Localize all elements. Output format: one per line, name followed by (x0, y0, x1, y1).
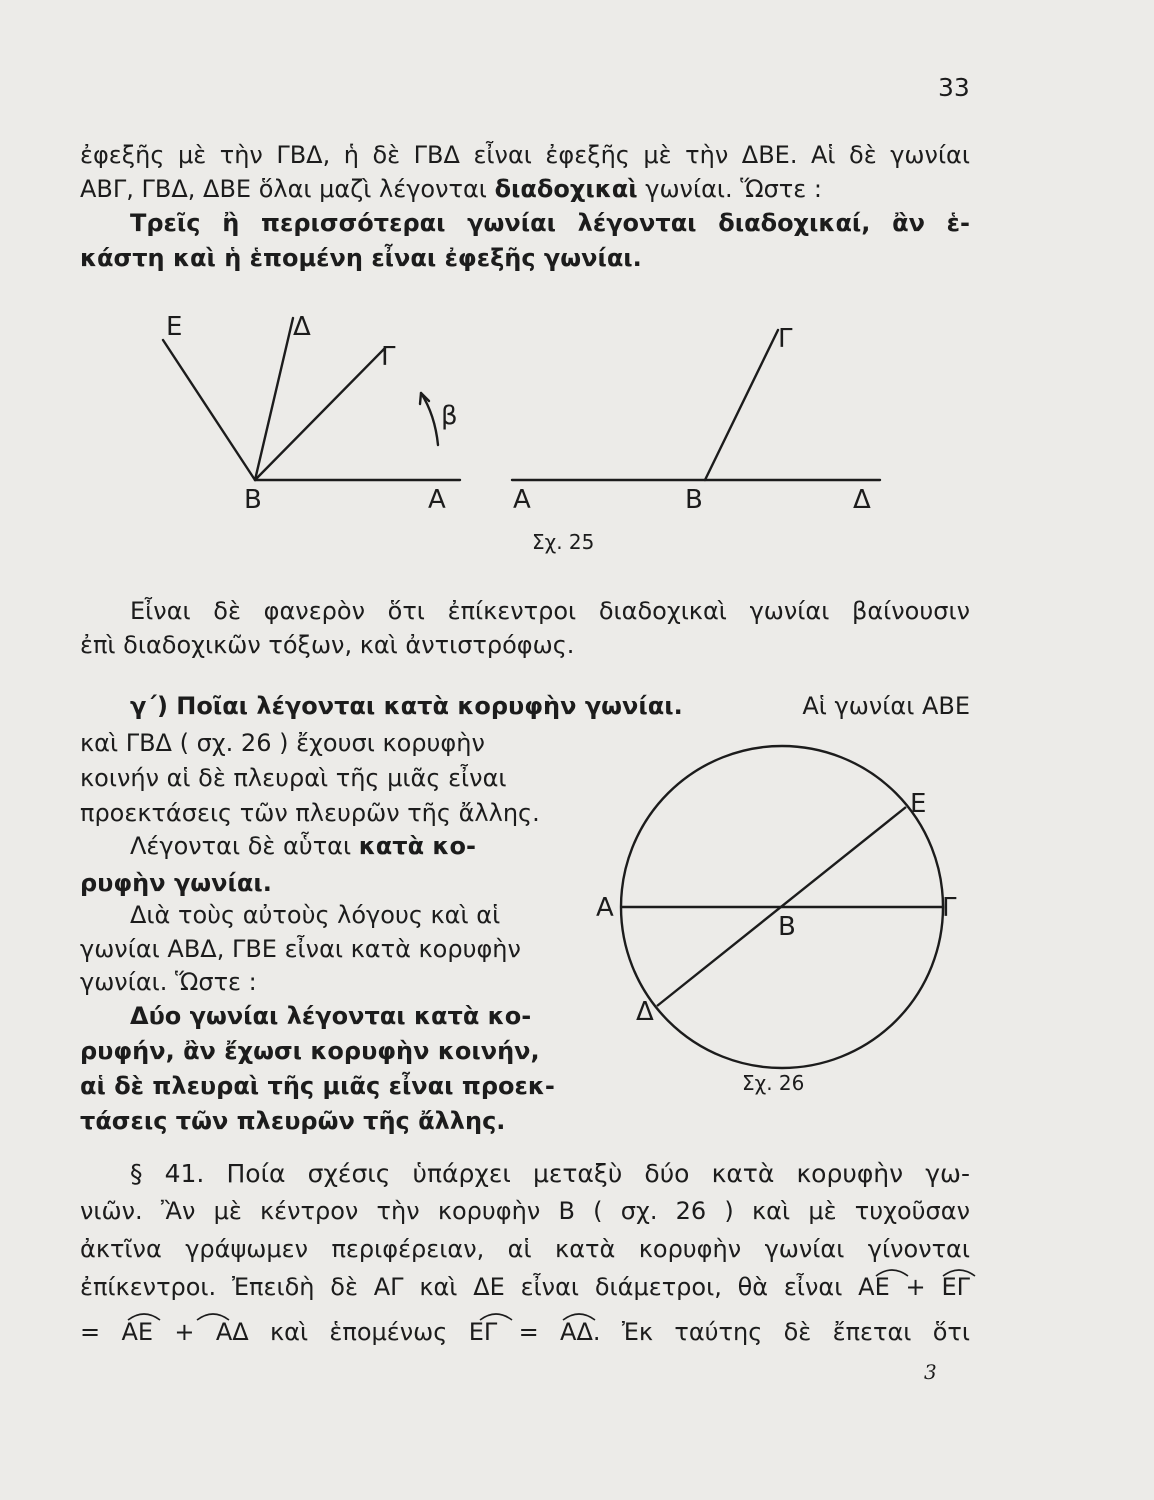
fig25-caption: Σχ. 25 (532, 530, 595, 554)
paragraph-2-line-1: Εἶναι δὲ φανερὸν ὅτι ἐπίκεντροι διαδοχικαὶ γωνίαι βαίνουσιν (130, 597, 970, 625)
page-number: 33 (938, 73, 970, 102)
rule-vertical-angles-line-1: Δύο γωνίαι λέγονται κατὰ κο- (130, 1002, 532, 1030)
term-diadochikai: διαδοχικαὶ (494, 175, 638, 203)
fig25-label-b: Β (244, 485, 262, 515)
paragraph-41-line-4: ἐπίκεντροι. Ἐπειδὴ δὲ ΑΓ καὶ ΔΕ εἶναι διάμετροι, θὰ εἶναι ΑΕ + ΕΓ (80, 1273, 970, 1301)
figure-26 (590, 740, 990, 1130)
fig25-label-d: Δ (293, 312, 311, 342)
fig25-label-e: Ε (166, 312, 183, 342)
arc-mark-eg-2 (480, 1314, 512, 1320)
paragraph-3-line-2: καὶ ΓΒΔ ( σχ. 26 ) ἔχουσι κορυφὴν (80, 729, 485, 757)
fig26-label-g: Γ (942, 893, 957, 923)
fig25-label-beta: β (441, 401, 458, 431)
fig25-left-ray-d (255, 318, 293, 480)
signature-mark: 3 (924, 1360, 937, 1384)
p3-line1-text-b: Αἱ γωνίαι ΑΒΕ (802, 692, 970, 720)
fig25-left-ray-e (163, 340, 255, 480)
paragraph-5-line-2: γωνίαι ΑΒΔ, ΓΒΕ εἶναι κατὰ κορυφὴν (80, 935, 521, 963)
paragraph-1-line-1: ἐφεξῆς μὲ τὴν ΓΒΔ, ἡ δὲ ΓΒΔ εἶναι ἐφεξῆς μὲ τὴν ΔΒΕ. Αἱ δὲ γωνίαι (80, 141, 970, 169)
paragraph-5-line-1: Διὰ τοὺς αὐτοὺς λόγους καὶ αἱ (130, 901, 501, 929)
paragraph-3-line-4: προεκτάσεις τῶν πλευρῶν τῆς ἄλλης. (80, 799, 540, 827)
arc-mark-ae-1 (876, 1270, 908, 1276)
paragraph-5-line-3: γωνίαι. Ὥστε : (80, 968, 257, 996)
paragraph-41-line-1: § 41. Ποία σχέσις ὑπάρχει μεταξὺ δύο κατὰ κορυφὴν γω- (130, 1159, 970, 1188)
p1-line2-text-a: ΑΒΓ, ΓΒΔ, ΔΒΕ ὅλαι μαζὶ λέγονται (80, 175, 487, 203)
fig25-left-ray-g (255, 348, 385, 480)
paragraph-2-line-2: ἐπὶ διαδοχικῶν τόξων, καὶ ἀντιστρόφως. (80, 631, 575, 659)
rule-successive-angles-line-2: κάστη καὶ ἡ ἑπομένη εἶναι ἐφεξῆς γωνίαι. (80, 244, 642, 272)
term-kata-koryfin: κατὰ κο- (358, 832, 476, 860)
rule-vertical-angles-line-3: αἱ δὲ πλευραὶ τῆς μιᾶς εἶναι προεκ- (80, 1072, 555, 1100)
rule-vertical-angles-line-2: ρυφήν, ἂν ἔχωσι κορυφὴν κοινήν, (80, 1037, 540, 1065)
arc-mark-ae-2 (128, 1314, 160, 1320)
arc-mark-eg-1 (943, 1270, 975, 1276)
fig25-right-label-b: Β (685, 485, 703, 515)
rule-successive-angles-line-1: Τρεῖς ἢ περισσότεραι γωνίαι λέγονται διαδοχικαί, ἂν ἑ- (130, 209, 970, 237)
paragraph-3-line-3: κοινήν αἱ δὲ πλευραὶ τῆς μιᾶς εἶναι (80, 764, 507, 792)
rule-vertical-angles-line-4: τάσεις τῶν πλευρῶν τῆς ἄλλης. (80, 1107, 506, 1135)
arc-marks-overlay (0, 1260, 1154, 1330)
fig26-label-b: Β (778, 912, 796, 942)
p4-line1-text-a: Λέγονται δὲ αὗται (130, 832, 352, 860)
paragraph-41-line-5: = ΑΕ + ΑΔ καὶ ἑπομένως ΕΓ = ΑΔ. Ἐκ ταύτης δὲ ἔπεται ὅτι (80, 1318, 970, 1346)
paragraph-41-line-2: νιῶν. Ἂν μὲ κέντρον τὴν κορυφὴν Β ( σχ. 26 ) καὶ μὲ τυχοῦσαν (80, 1197, 970, 1225)
arc-mark-ad-2 (563, 1314, 595, 1320)
arc-mark-ad (197, 1314, 229, 1320)
fig25-right-label-a: Α (513, 485, 531, 515)
fig25-right-label-d: Δ (853, 485, 871, 515)
section-heading-vertical-angles: γ΄) Ποῖαι λέγονται κατὰ κορυφὴν γωνίαι. (130, 692, 683, 720)
paragraph-41-line-3: ἀκτῖνα γράψωμεν περιφέρειαν, αἱ κατὰ κορυφὴν γωνίαι γίνονται (80, 1235, 970, 1263)
paragraph-4-line-2: ρυφὴν γωνίαι. (80, 869, 272, 897)
fig26-caption: Σχ. 26 (742, 1071, 805, 1095)
fig25-right-label-g: Γ (778, 324, 793, 354)
fig26-label-d: Δ (636, 997, 654, 1027)
fig25-label-a: Α (428, 485, 446, 515)
p1-line2-text-b: γωνίαι. Ὥστε : (645, 175, 822, 203)
fig25-label-g: Γ (381, 342, 396, 372)
figure-25 (0, 0, 1154, 600)
fig26-label-e: Ε (910, 789, 927, 819)
paragraph-3-line-1 (130, 690, 970, 722)
fig26-label-a: Α (596, 893, 614, 923)
fig25-right-ray-g (705, 330, 778, 480)
paragraph-4-line-1 (130, 830, 476, 862)
